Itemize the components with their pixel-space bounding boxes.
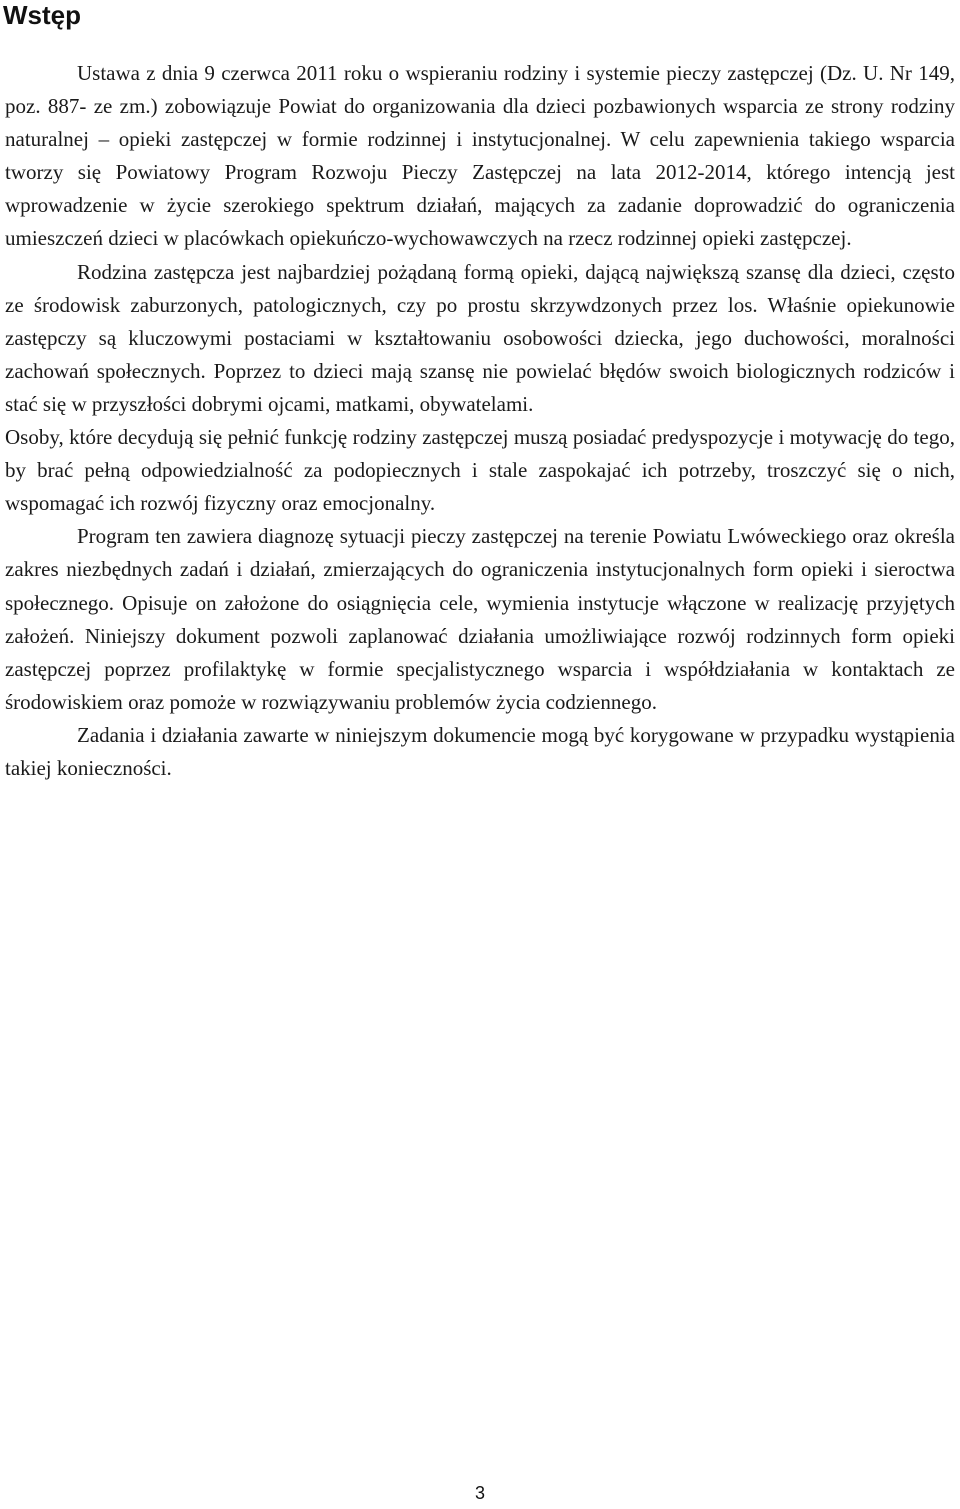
section-heading: Wstęp [3,0,81,30]
page-number: 3 [474,1483,485,1503]
paragraph-candidates: Osoby, które decydują się pełnić funkcję rodziny zastępczej muszą posiadać predyspozycje i motywację do tego, by brać pełną odpowiedzialność za podopiecznych i stale zaspokajać ich potrzeby, troszczyć się o nich, wspomagać ich rozwój fizyczny oraz emocjonalny. [5,425,955,516]
paragraph-intro: Ustawa z dnia 9 czerwca 2011 roku o wspieraniu rodziny i systemie pieczy zastępczej (Dz. U. Nr 149, poz. 887- ze zm.) zobowiązuje Powiat do organizowania dla dzieci pozbawionych wsparcia ze strony rodziny naturalnej – opieki zastępczej w formie rodzinnej i instytucjonalnej. W celu zapewnienia takiego wsparcia tworzy się Powiatowy Program Rozwoju Pieczy Zastępczej na lata 2012-2014, którego intencją jest wprowadzenie w życie szerokiego spektrum działań, mających za zadanie doprowadzić do ograniczenia umieszczeń dzieci w placówkach opiekuńczo-wychowawczych na rzecz rodzinnej opieki zastępczej. [5,61,955,251]
body-text [5,57,955,785]
paragraph-foster-family: Rodzina zastępcza jest najbardziej pożądaną formą opieki, dającą największą szansę dla dzieci, często ze środowisk zaburzonych, patologicznych, czy po prostu skrzywdzonych przez los. Właśnie opiekunowie zastępczy są kluczowymi postaciami w kształtowaniu osobowości dziecka, jego duchowości, moralności zachowań społecznych. Poprzez to dzieci mają szansę nie powielać błędów swoich biologicznych rodziców i stać się w przyszłości dobrymi ojcami, matkami, obywatelami. [5,259,955,416]
paragraph-amendments: Zadania i działania zawarte w niniejszym dokumencie mogą być korygowane w przypadku wystąpienia takiej konieczności. [5,722,955,780]
paragraph-program-scope: Program ten zawiera diagnozę sytuacji pieczy zastępczej na terenie Powiatu Lwóweckiego oraz określa zakres niezbędnych zadań i działań, zmierzających do ograniczenia instytucjonalnych form opieki i sieroctwa społecznego. Opisuje on założone do osiągnięcia cele, wymienia instytucje włączone w realizację przyjętych założeń. Niniejszy dokument pozwoli zaplanować działania umożliwiające rozwój rodzinnych form opieki zastępczej poprzez profilaktykę w formie specjalistycznego wsparcia i współdziałania w kontaktach ze środowiskiem oraz pomoże w rozwiązywaniu problemów życia codziennego. [5,524,955,714]
